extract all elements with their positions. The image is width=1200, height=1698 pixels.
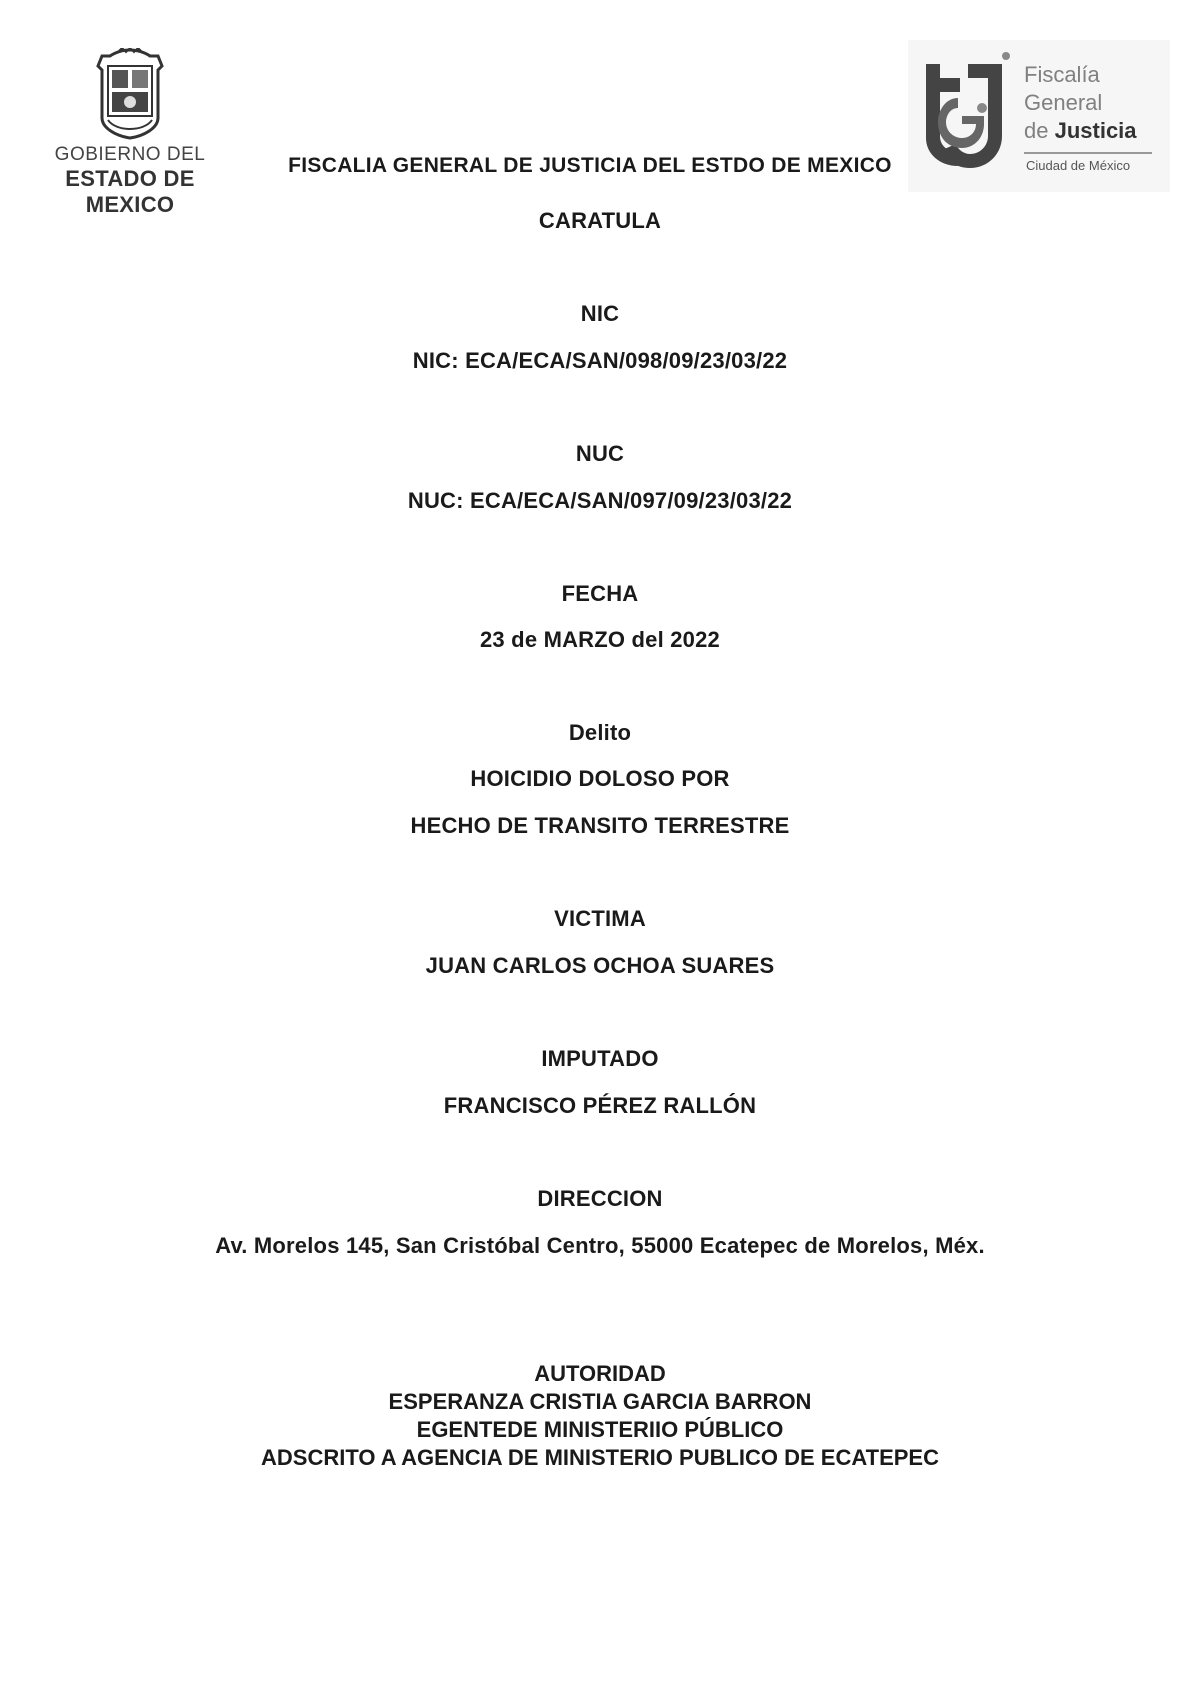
autoridad-assignment: ADSCRITO A AGENCIA DE MINISTERIO PUBLICO DE ECATEPEC (261, 1445, 939, 1470)
caratula-title: CARATULA (538, 208, 662, 233)
gobierno-estado-mexico-logo (20, 48, 240, 217)
fecha-value: 23 de MARZO del 2022 (480, 627, 720, 652)
autoridad-label: AUTORIDAD (534, 1361, 666, 1386)
logo-right-line3-bold: Justicia (1054, 118, 1137, 143)
fgj-monogram-icon (920, 52, 1020, 174)
direccion-label: DIRECCION (537, 1186, 663, 1211)
autoridad-role: EGENTEDE MINISTERIIO PÚBLICO (416, 1417, 784, 1442)
delito-label: Delito (568, 720, 632, 745)
logo-right-line2: General (1024, 90, 1103, 115)
logo-left-line1: GOBIERNO DEL (54, 144, 206, 165)
imputado-label: IMPUTADO (541, 1046, 659, 1071)
logo-right-line3 (1024, 118, 1137, 144)
delito-line2: HECHO DE TRANSITO TERRESTRE (410, 813, 790, 838)
victima-label: VICTIMA (554, 906, 646, 931)
nuc-label: NUC (575, 441, 625, 466)
nic-value: NIC: ECA/ECA/SAN/098/09/23/03/22 (412, 348, 788, 373)
fecha-label: FECHA (561, 581, 639, 606)
victima-value: JUAN CARLOS OCHOA SUARES (425, 953, 775, 978)
nic-label: NIC (580, 301, 620, 326)
header-title: FISCALIA GENERAL DE JUSTICIA DEL ESTDO DE MEXICO (288, 154, 892, 177)
logo-right-line3-prefix: de (1024, 118, 1055, 143)
logo-right-line4: Ciudad de México (1026, 158, 1131, 173)
logo-right-line1: Fiscalía (1024, 62, 1100, 87)
logo-right-divider (1024, 152, 1152, 154)
autoridad-block (0, 1360, 1200, 1472)
delito-line1: HOICIDIO DOLOSO POR (470, 766, 730, 791)
autoridad-name: ESPERANZA CRISTIA GARCIA BARRON (388, 1389, 812, 1414)
coat-of-arms-icon (88, 48, 172, 140)
direccion-value: Av. Morelos 145, San Cristóbal Centro, 55000 Ecatepec de Morelos, Méx. (215, 1233, 985, 1258)
logo-left-line2: ESTADO DE MEXICO (65, 166, 195, 217)
imputado-value: FRANCISCO PÉREZ RALLÓN (443, 1093, 757, 1118)
nuc-value: NUC: ECA/ECA/SAN/097/09/23/03/22 (407, 488, 793, 513)
fiscalia-general-justicia-logo (908, 40, 1170, 192)
